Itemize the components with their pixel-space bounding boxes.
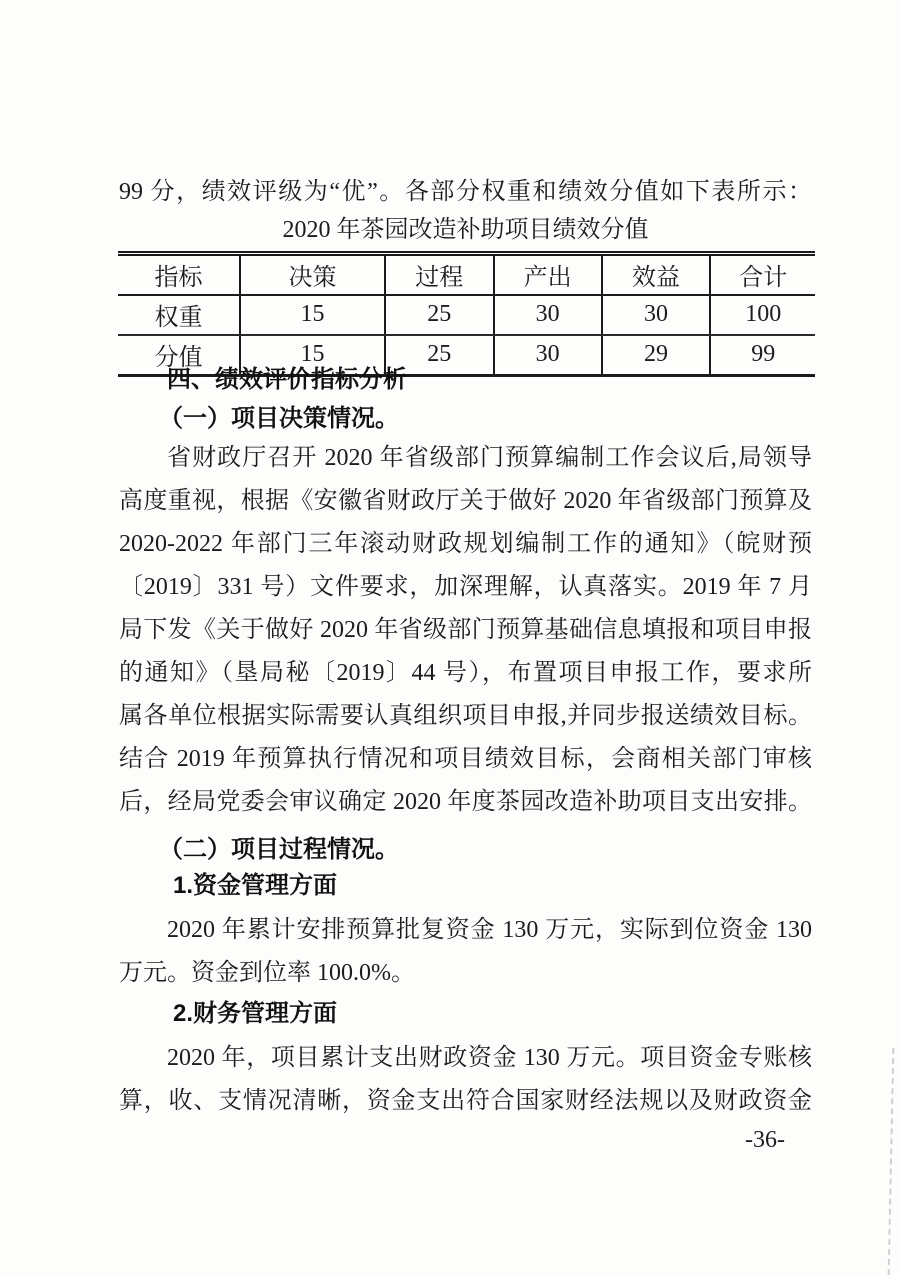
table-title: 2020 年茶园改造补助项目绩效分值 — [282, 217, 649, 243]
table-cell: 15 — [240, 335, 385, 376]
table-header-row — [118, 254, 815, 296]
table-cell: 30 — [494, 335, 602, 376]
paragraph-line: 的通知》（垦局秘〔2019〕44 号），布置项目申报工作，要求所 — [119, 660, 812, 686]
table-cell: 25 — [385, 295, 494, 335]
subheading-finance-management: 2.财务管理方面 — [173, 1000, 338, 1027]
paragraph-line: 2020 年，项目累计支出财政资金 130 万元。项目资金专账核 — [167, 1045, 812, 1071]
table-cell: 30 — [494, 295, 602, 335]
subheading-fund-management: 1.资金管理方面 — [173, 872, 338, 899]
intro-text: 99 分，绩效评级为“优”。各部分权重和绩效分值如下表所示： — [119, 179, 812, 205]
table-row-label: 分值 — [154, 345, 203, 371]
paragraph-line: 2020 年累计安排预算批复资金 130 万元，实际到位资金 130 — [167, 917, 812, 943]
paragraph-line: 结合 2019 年预算执行情况和项目绩效目标，会商相关部门审核 — [119, 746, 812, 772]
table-cell: 30 — [602, 295, 711, 335]
table-cell: 15 — [240, 295, 385, 335]
subsection-heading-2: （二）项目过程情况。 — [159, 836, 399, 863]
table-cell: 99 — [710, 335, 815, 376]
table-header-cell-decision: 决策 — [240, 254, 385, 296]
subsection-heading-1: （一）项目决策情况。 — [159, 405, 399, 432]
paragraph-line: 算，收、支情况清晰，资金支出符合国家财经法规以及财政资金 — [119, 1088, 812, 1114]
table-row-label: 权重 — [118, 295, 240, 335]
table-cell: 100 — [710, 295, 815, 335]
scan-edge-artifact — [888, 1048, 895, 1275]
paragraph-line: 后，经局党委会审议确定 2020 年度茶园改造补助项目支出安排。 — [119, 789, 812, 815]
paragraph-line: 2020-2022 年部门三年滚动财政规划编制工作的通知》（皖财预 — [119, 531, 812, 557]
paragraph-line: 局下发《关于做好 2020 年省级部门预算基础信息填报和项目申报 — [119, 617, 812, 643]
table-header-cell-benefit: 效益 — [602, 254, 711, 296]
table-header-cell-indicator: 指标 — [118, 254, 240, 296]
section-heading-4: 四、绩效评价指标分析 — [167, 366, 407, 393]
paragraph-line: 高度重视，根据《安徽省财政厅关于做好 2020 年省级部门预算及 — [119, 488, 812, 514]
score-table — [118, 251, 815, 377]
table-header-cell-output: 产出 — [494, 254, 602, 296]
paragraph-line: 万元。资金到位率 100.0%。 — [119, 960, 415, 986]
paragraph-line: 属各单位根据实际需要认真组织项目申报,并同步报送绩效目标。 — [119, 703, 812, 729]
table-header-cell-process: 过程 — [385, 254, 494, 296]
table-row-weight — [118, 295, 815, 335]
page-number: -36- — [745, 1127, 785, 1153]
table-header-cell-total: 合计 — [710, 254, 815, 296]
table-cell: 25 — [385, 335, 494, 376]
paragraph-line: 省财政厅召开 2020 年省级部门预算编制工作会议后,局领导 — [167, 445, 812, 471]
paragraph-line: 〔2019〕331 号）文件要求，加深理解，认真落实。2019 年 7 月 — [119, 574, 812, 600]
table-cell: 29 — [602, 335, 711, 376]
